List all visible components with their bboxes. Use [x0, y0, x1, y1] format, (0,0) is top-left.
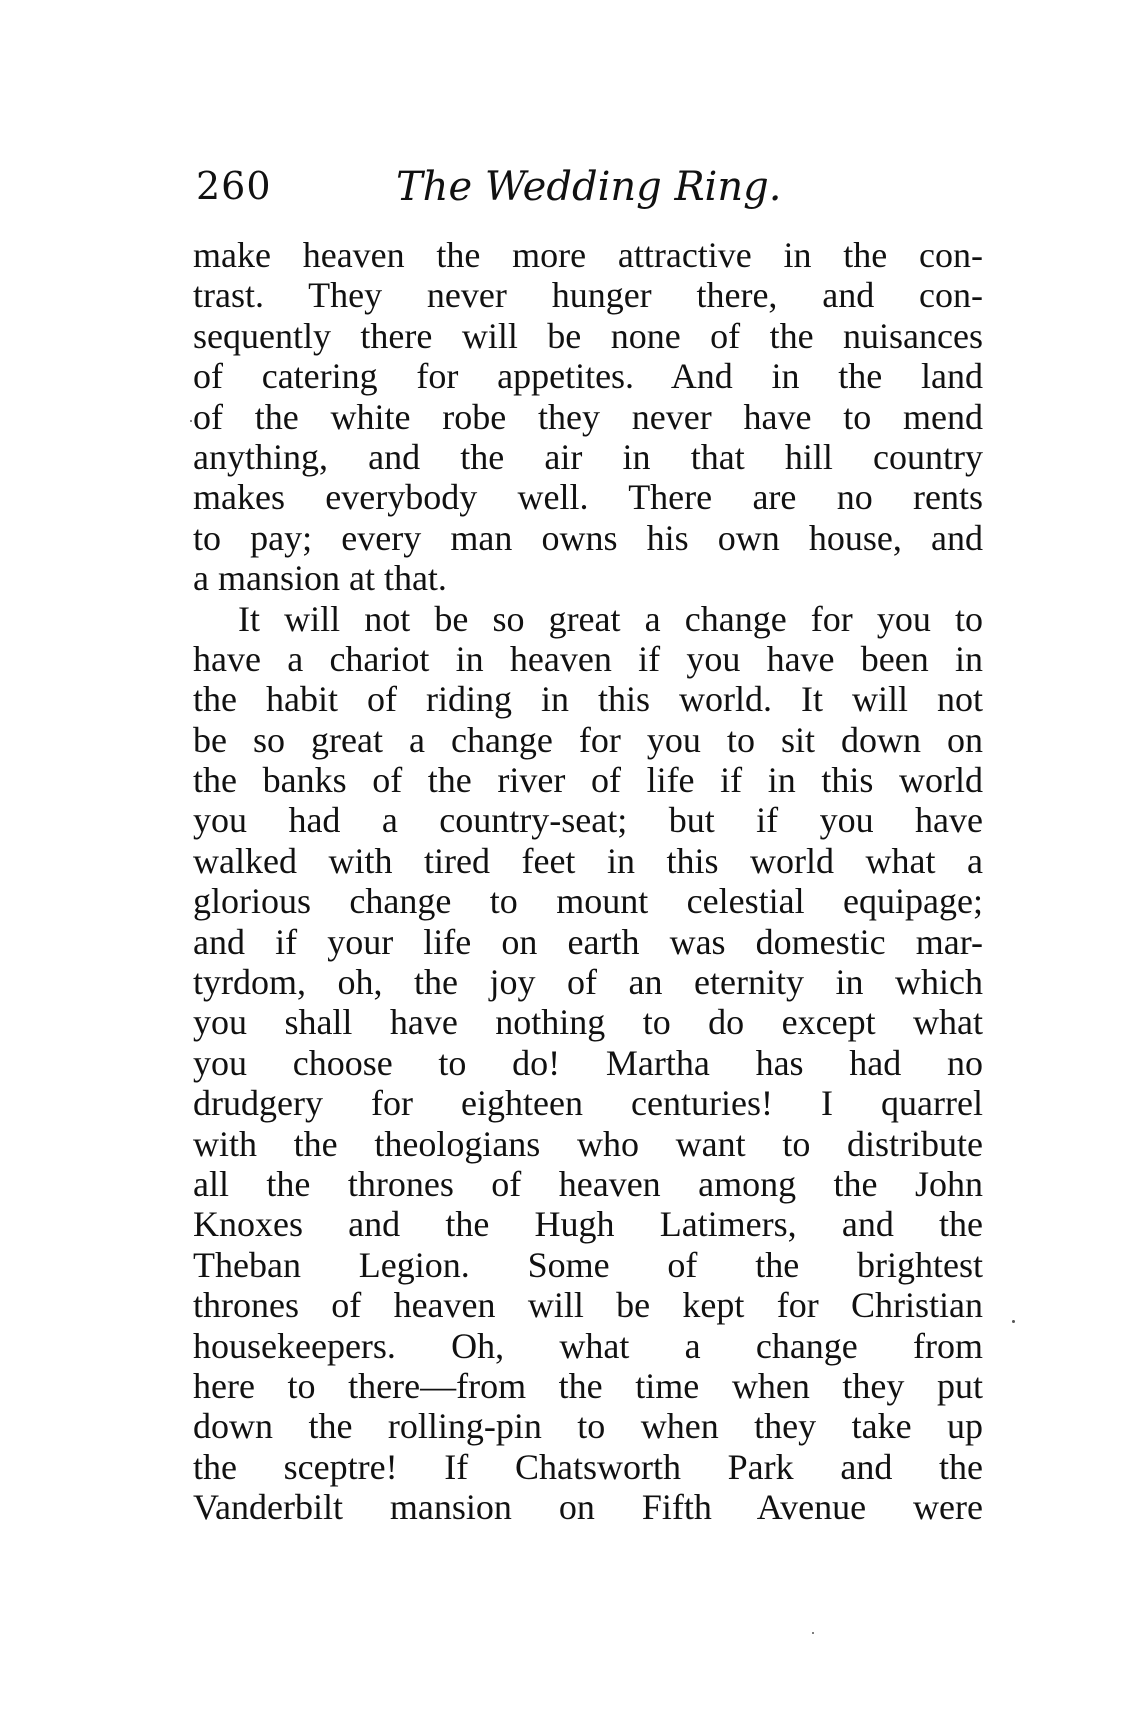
text-line: anything, and the air in that hill country: [193, 436, 983, 477]
text-line: tyrdom, oh, the joy of an eternity in which: [193, 962, 983, 1003]
text-line: a mansion at that.: [193, 558, 447, 599]
text-line: the sceptre! If Chatsworth Park and the: [193, 1446, 983, 1487]
body-text: [193, 235, 983, 1528]
page-header: [196, 158, 996, 218]
text-line: of the white robe they never have to mend: [193, 396, 983, 437]
text-line: glorious change to mount celestial equipage;: [193, 881, 983, 922]
text-line: housekeepers. Oh, what a change from: [193, 1325, 983, 1366]
print-speck: [1012, 1320, 1015, 1323]
text-line: and if your life on earth was domestic mar-: [193, 921, 983, 962]
page-number: 260: [196, 164, 272, 208]
text-line: Knoxes and the Hugh Latimers, and the: [193, 1204, 983, 1245]
text-line: down the rolling-pin to when they take up: [193, 1406, 983, 1447]
text-line: here to there—from the time when they put: [193, 1365, 983, 1406]
text-line: you shall have nothing to do except what: [193, 1002, 983, 1043]
text-line: thrones of heaven will be kept for Christian: [193, 1285, 983, 1326]
text-line: drudgery for eighteen centuries! I quarrel: [193, 1083, 983, 1124]
text-line: make heaven the more attractive in the con-: [193, 235, 983, 275]
running-title: The Wedding Ring.: [396, 164, 782, 210]
text-line: all the thrones of heaven among the John: [193, 1163, 983, 1204]
text-line: be so great a change for you to sit down on: [193, 719, 983, 760]
paragraph-start-line: It will not be so great a change for you to: [238, 598, 983, 639]
print-speck: [190, 420, 192, 422]
text-line: to pay; every man owns his own house, and: [193, 517, 983, 558]
text-line: of catering for appetites. And in the land: [193, 356, 983, 397]
print-speck: [812, 1632, 814, 1634]
text-line: sequently there will be none of the nuisances: [193, 315, 983, 356]
text-line: with the theologians who want to distribute: [193, 1123, 983, 1164]
text-line: Theban Legion. Some of the brightest: [193, 1244, 983, 1285]
text-line: the banks of the river of life if in this world: [193, 760, 983, 801]
text-line: you choose to do! Martha has had no: [193, 1042, 983, 1083]
text-line: makes everybody well. There are no rents: [193, 477, 983, 518]
text-line: you had a country-seat; but if you have: [193, 800, 983, 841]
text-line: walked with tired feet in this world what a: [193, 840, 983, 881]
text-line: trast. They never hunger there, and con-: [193, 275, 983, 316]
text-line: have a chariot in heaven if you have been in: [193, 638, 983, 679]
text-line: Vanderbilt mansion on Fifth Avenue were: [193, 1487, 983, 1528]
text-line: the habit of riding in this world. It will not: [193, 679, 983, 720]
